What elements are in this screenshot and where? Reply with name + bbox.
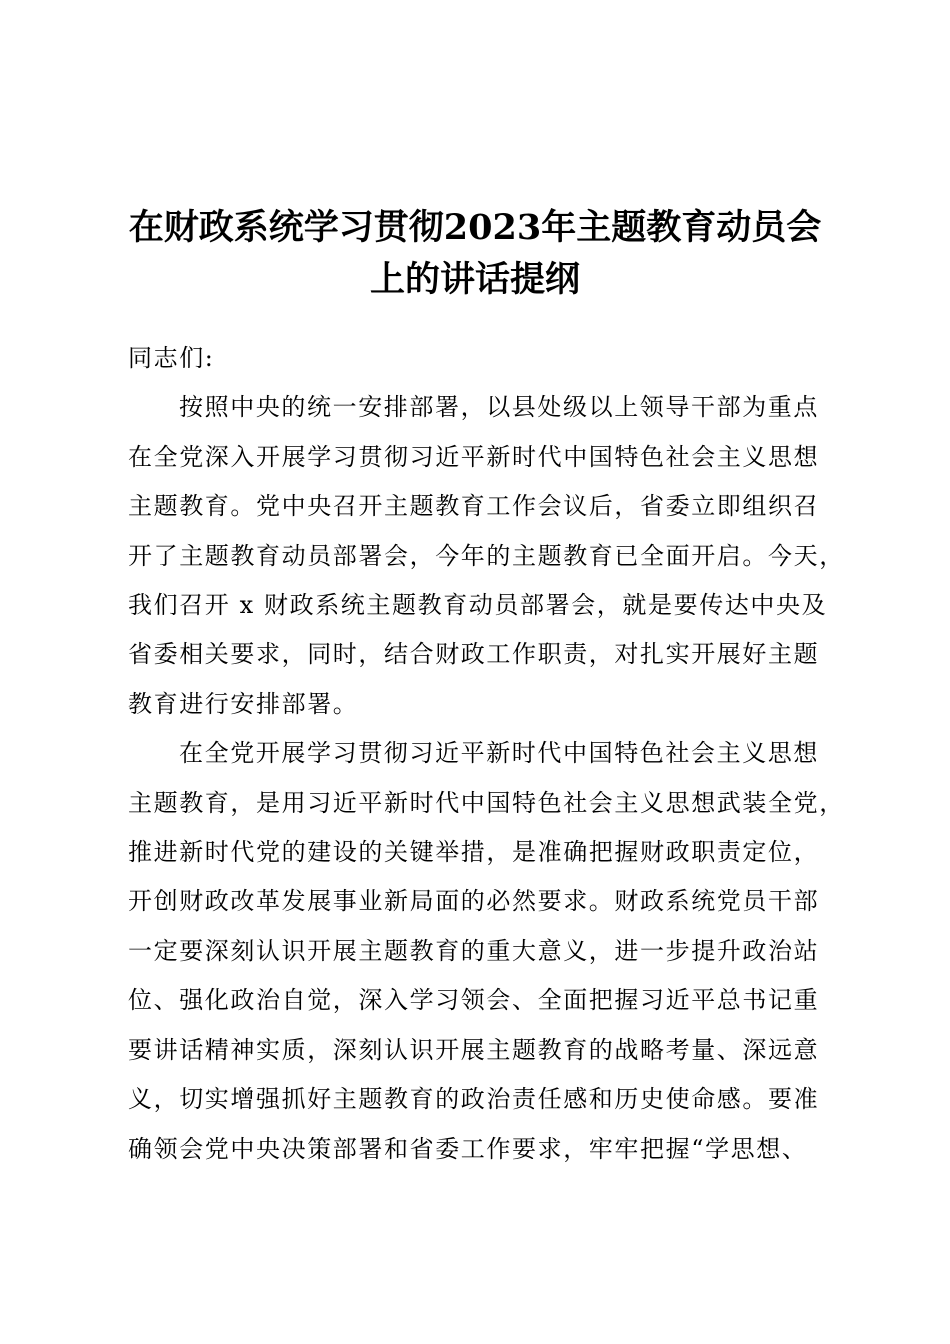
paragraph-line: 我们召开 x 财政系统主题教育动员部署会，就是要传达中央及 — [128, 591, 828, 620]
paragraph-line: 位、强化政治自觉，深入学习领会、全面把握习近平总书记重 — [128, 986, 820, 1015]
paragraph-line: 义，切实增强抓好主题教育的政治责任感和历史使命感。要准 — [128, 1085, 820, 1114]
paragraph-line: 按照中央的统一安排部署，以县处级以上领导干部为重点 — [179, 393, 819, 422]
paragraph-line: 教育进行安排部署。 — [128, 689, 359, 718]
paragraph-2 — [128, 729, 848, 1174]
paragraph-line: 主题教育。党中央召开主题教育工作会议后，省委立即组织召 — [128, 492, 820, 521]
paragraph-line: 要讲话精神实质，深刻认识开展主题教育的战略考量、深远意 — [128, 1035, 820, 1064]
paragraph-line: 开了主题教育动员部署会，今年的主题教育已全面开启。今天， — [128, 541, 845, 570]
salutation: 同志们: — [128, 344, 215, 372]
paragraph-line: 主题教育，是用习近平新时代中国特色社会主义思想武装全党， — [128, 788, 845, 817]
paragraph-line: 省委相关要求，同时，结合财政工作职责，对扎实开展好主题 — [128, 640, 820, 669]
paragraph-line: 确领会党中央决策部署和省委工作要求，牢牢把握“学思想、 — [128, 1134, 808, 1163]
document-body — [128, 334, 848, 1174]
paragraph-line: 在全党开展学习贯彻习近平新时代中国特色社会主义思想 — [179, 739, 819, 768]
title-line-2: 上的讲话提纲 — [369, 259, 580, 300]
paragraph-line: 在全党深入开展学习贯彻习近平新时代中国特色社会主义思想 — [128, 442, 820, 471]
title-line-1: 在财政系统学习贯彻2023年主题教育动员会 — [128, 207, 822, 248]
document-title — [100, 202, 850, 306]
paragraph-line: 开创财政改革发展事业新局面的必然要求。财政系统党员干部 — [128, 887, 820, 916]
paragraph-1 — [128, 383, 848, 729]
paragraph-line: 推进新时代党的建设的关键举措，是准确把握财政职责定位， — [128, 838, 820, 867]
paragraph-line: 一定要深刻认识开展主题教育的重大意义，进一步提升政治站 — [128, 936, 820, 965]
